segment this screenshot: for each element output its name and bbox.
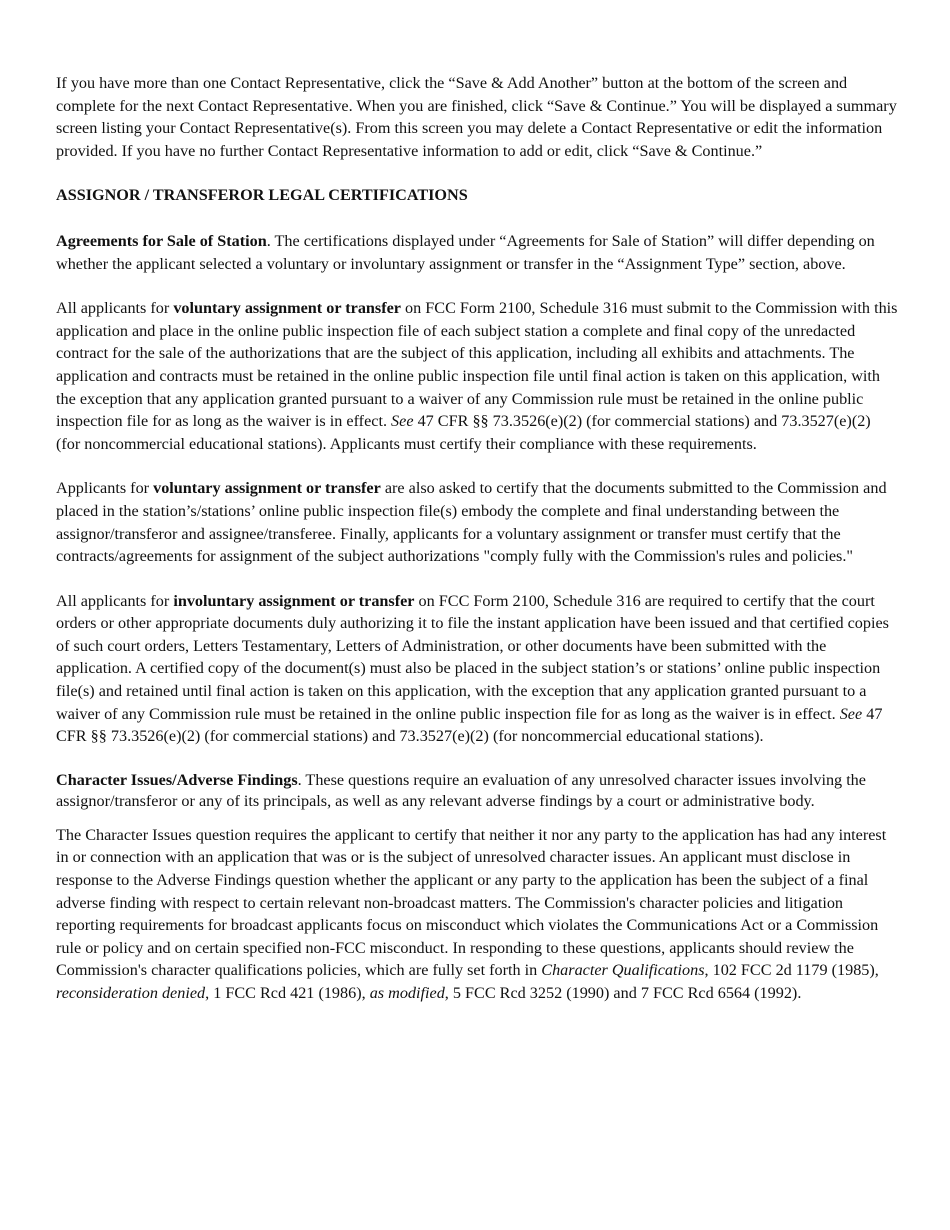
voluntary-1-text: on FCC Form 2100, Schedule 316 must submit to the Commission with this application and place in the online public inspection file of each subject station a complete and final copy of the unredacted contract for the sale of the authorizations that are the subject of this application, including all exhibits and attachments. The application and contracts must be retained in the online public inspection file until final action is taken on this application, with the exception that any application granted pursuant to a waiver of any Commission rule must be retained in the online public inspection file for as long as the waiver is in effect. <box>56 299 898 431</box>
involuntary-text: on FCC Form 2100, Schedule 316 are required to certify that the court orders or other appropriate documents duly authorizing it to file the instant application have been issued and that certified copies of such court orders, Letters Testamentary, Letters of Administration, or other documents have been submitted with the application. A certified copy of the document(s) must also be placed in the subject station’s or stations’ online public inspection file(s) and retained until final action is taken on this application, with the exception that any application granted pursuant to a waiver of any Commission rule must be retained in the online public inspection file for as long as the waiver is in effect. <box>56 591 889 723</box>
contact-text: If you have more than one Contact Representative, click the “Save & Add Another” button at the bottom of the screen and complete for the next Contact Representative. When you are finished, click “Save & Continue.” You will be displayed a summary screen listing your Contact Representative(s). From this screen you may delete a Contact Representative or edit the information provided. If you have no further Contact Representative information to add or edit, click “Save & Continue.” <box>56 74 897 160</box>
voluntary-paragraph-1 <box>56 297 898 455</box>
involuntary-paragraph <box>56 590 898 748</box>
voluntary-2-text: are also asked to certify that the documents submitted to the Commission and placed in the station’s/stations’ online public inspection file(s) embody the complete and final understanding between the assignor/transferor and assignee/transferee. Finally, applicants for a voluntary assignment or transfer must certify that the contracts/agreements for assignment of the subject authorizations "comply fully with the Commission's rules and policies." <box>56 479 887 566</box>
document-page <box>56 72 898 1005</box>
involuntary-bold: involuntary assignment or transfer <box>173 591 415 610</box>
voluntary-2-bold: voluntary assignment or transfer <box>153 479 381 498</box>
character-question-mid1: , 102 FCC 2d 1179 (1985), <box>704 961 879 980</box>
citation-reconsideration-denied: reconsideration denied <box>56 984 206 1002</box>
citation-character-qualifications: Character Qualifications <box>541 961 705 980</box>
character-question-tail: , 5 FCC Rcd 3252 (1990) and 7 FCC Rcd 6564 (1992). <box>444 984 802 1002</box>
character-question-mid2: , 1 FCC Rcd 421 (1986), <box>205 984 370 1002</box>
voluntary-1-see: See <box>391 412 414 431</box>
voluntary-1-tail: 47 CFR §§ 73.3526(e)(2) (for commercial stations) and 73.3527(e)(2) (for noncommercial educational stations). Applicants must certify their compliance with these requirements. <box>56 412 871 453</box>
character-question-text: The Character Issues question requires the applicant to certify that neither it nor any party to the application has had any interest in or connection with an application that was or is the subject of unresolved character issues. An applicant must disclose in response to the Adverse Findings question whether the applicant or any party to the application has been the subject of a final adverse finding with respect to certain relevant non-broadcast matters. The Commission's character policies and litigation reporting requirements for broadcast applicants focus on misconduct which violates the Communications Act or a Commission rule or policy and on certain specified non-FCC misconduct. In responding to these questions, applicants should review the Commission's character qualifications policies, which are fully set forth in <box>56 825 887 980</box>
voluntary-1-pre: All applicants for <box>56 299 174 318</box>
voluntary-2-pre: Applicants for <box>56 479 154 498</box>
agreements-lead: Agreements for Sale of Station <box>56 231 267 250</box>
involuntary-see: See <box>839 704 863 723</box>
character-lead: Character Issues/Adverse Findings <box>56 770 298 789</box>
voluntary-1-bold: voluntary assignment or transfer <box>173 299 401 318</box>
character-paragraph <box>56 770 898 812</box>
involuntary-tail: 47 CFR §§ 73.3526(e)(2) (for commercial stations) and 73.3527(e)(2) (for noncommercial educational stations). <box>56 704 883 746</box>
section-heading: ASSIGNOR / TRANSFEROR LEGAL CERTIFICATIONS <box>56 186 468 205</box>
voluntary-paragraph-2 <box>56 477 898 567</box>
citation-as-modified: as modified <box>369 984 445 1002</box>
character-question-paragraph <box>56 824 898 1005</box>
contact-representative-paragraph <box>56 72 898 162</box>
character-text: . These questions require an evaluation of any unresolved character issues involving the assignor/transferor or any of its principals, as well as any relevant adverse findings by a court or administrative body. <box>56 770 866 810</box>
involuntary-pre: All applicants for <box>56 591 174 610</box>
agreements-paragraph <box>56 230 898 275</box>
agreements-text: . The certifications displayed under “Agreements for Sale of Station” will differ depending on whether the applicant selected a voluntary or involuntary assignment or transfer in the “Assignment Type” section, above. <box>56 231 875 273</box>
